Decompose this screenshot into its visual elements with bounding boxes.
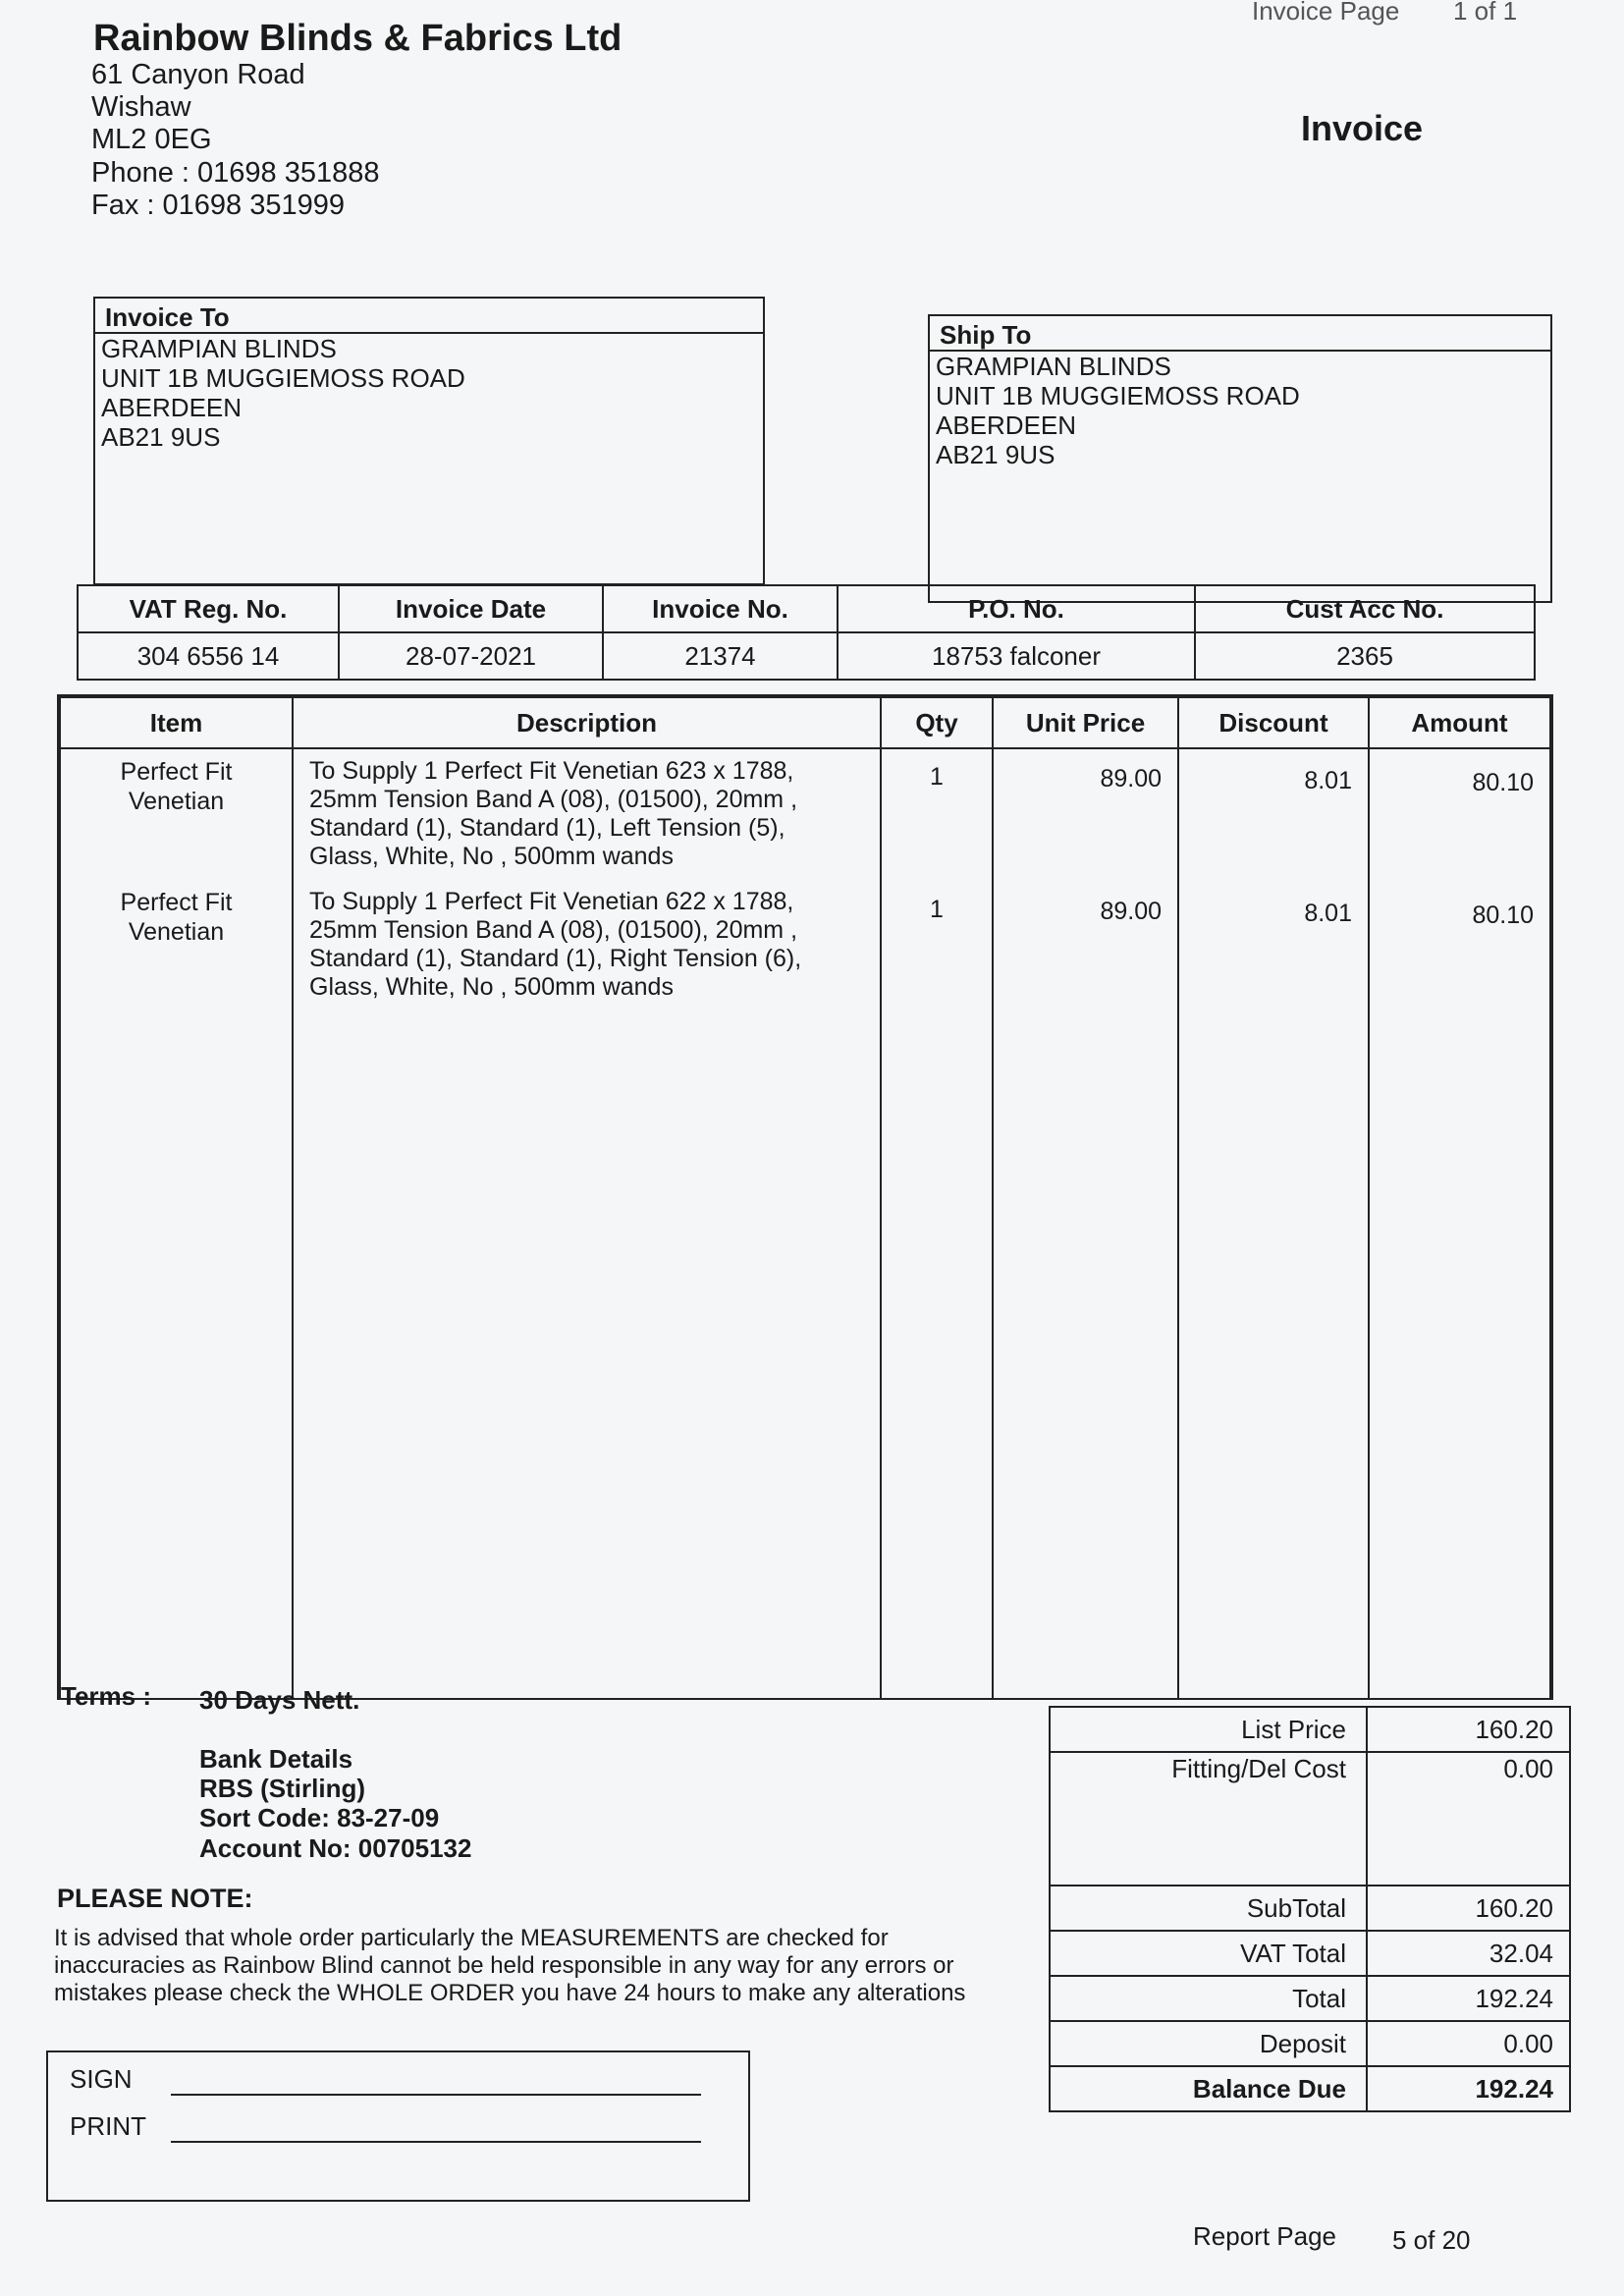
- invoice-to-line: AB21 9US: [101, 422, 221, 452]
- fitting-label: Fitting/Del Cost: [1050, 1752, 1367, 1886]
- item-description: Standard (1), Standard (1), Right Tension (6),: [309, 945, 802, 972]
- po-no-header: P.O. No.: [838, 585, 1195, 632]
- bank-account-no: Account No: 00705132: [199, 1833, 472, 1863]
- cust-acc-header: Cust Acc No.: [1195, 585, 1535, 632]
- invoice-info-table: [77, 584, 1536, 681]
- item-description: Standard (1), Standard (1), Left Tension (5),: [309, 814, 785, 842]
- item-description: To Supply 1 Perfect Fit Venetian 622 x 1788,: [309, 888, 794, 915]
- please-note-heading: PLEASE NOTE:: [57, 1884, 253, 1913]
- item-discount: 8.01: [1178, 748, 1369, 884]
- item-header: Item: [60, 697, 293, 748]
- invoice-no-value: 21374: [603, 632, 838, 680]
- vat-reg-header: VAT Reg. No.: [78, 585, 339, 632]
- ship-to-line: GRAMPIAN BLINDS: [936, 352, 1171, 381]
- invoice-to-box: [93, 297, 765, 585]
- sign-line[interactable]: [171, 2094, 701, 2096]
- vat-reg-value: 304 6556 14: [78, 632, 339, 680]
- bank-sort-code: Sort Code: 83-27-09: [199, 1803, 440, 1832]
- bank-details-heading: Bank Details: [199, 1744, 353, 1774]
- balance-due-label: Balance Due: [1050, 2066, 1367, 2111]
- item-amount: 80.10: [1369, 884, 1550, 1014]
- invoice-title: Invoice: [1301, 108, 1424, 148]
- item-description: To Supply 1 Perfect Fit Venetian 623 x 1788,: [309, 757, 794, 785]
- description-header: Description: [293, 697, 881, 748]
- item-description: 25mm Tension Band A (08), (01500), 20mm ,: [309, 916, 798, 944]
- balance-due-value: 192.24: [1367, 2066, 1570, 2111]
- total-value: 192.24: [1367, 1976, 1570, 2021]
- qty-header: Qty: [881, 697, 993, 748]
- fitting-value: 0.00: [1367, 1752, 1570, 1886]
- total-label: Total: [1050, 1976, 1367, 2021]
- company-address-street: 61 Canyon Road: [91, 59, 305, 90]
- item-amount: 80.10: [1369, 748, 1550, 884]
- item-unit-price: 89.00: [993, 884, 1178, 1014]
- unit-price-header: Unit Price: [993, 697, 1178, 748]
- ship-to-line: ABERDEEN: [936, 410, 1077, 440]
- amount-header: Amount: [1369, 697, 1550, 748]
- company-address-postcode: ML2 0EG: [91, 124, 212, 155]
- please-note-text: It is advised that whole order particularly the MEASUREMENTS are checked for inaccuracies as Rainbow Blind cannot be held responsible in any way for any errors or mistakes please check the WHOLE ORDER you have 24 hours to make any alterations: [54, 1925, 966, 2006]
- deposit-label: Deposit: [1050, 2021, 1367, 2066]
- bank-name: RBS (Stirling): [199, 1774, 365, 1803]
- item-qty: 1: [881, 748, 993, 884]
- report-page-value: 5 of 20: [1392, 2225, 1471, 2255]
- sign-label: SIGN: [70, 2064, 133, 2094]
- ship-to-line: AB21 9US: [936, 440, 1056, 469]
- item-description: Glass, White, No , 500mm wands: [309, 973, 674, 1001]
- totals-table: [1049, 1706, 1571, 2112]
- company-name: Rainbow Blinds & Fabrics Ltd: [93, 18, 623, 59]
- company-fax: Fax : 01698 351999: [91, 190, 345, 221]
- item-name: Venetian: [128, 918, 225, 946]
- item-description: Glass, White, No , 500mm wands: [309, 843, 674, 870]
- report-page-label: Report Page: [1193, 2221, 1336, 2251]
- deposit-value: 0.00: [1367, 2021, 1570, 2066]
- invoice-to-label: Invoice To: [95, 299, 763, 334]
- print-line[interactable]: [171, 2141, 701, 2143]
- subtotal-label: SubTotal: [1050, 1886, 1367, 1931]
- table-row: [60, 748, 1550, 884]
- terms-value: 30 Days Nett.: [199, 1685, 360, 1715]
- invoice-date-header: Invoice Date: [339, 585, 603, 632]
- vat-total-value: 32.04: [1367, 1931, 1570, 1976]
- discount-header: Discount: [1178, 697, 1369, 748]
- cust-acc-value: 2365: [1195, 632, 1535, 680]
- company-phone: Phone : 01698 351888: [91, 157, 380, 189]
- item-qty: 1: [881, 884, 993, 1014]
- print-label: PRINT: [70, 2111, 146, 2141]
- terms-label: Terms :: [61, 1681, 151, 1711]
- invoice-page-value: 1 of 1: [1453, 0, 1518, 26]
- item-name: Perfect Fit: [120, 889, 233, 916]
- invoice-no-header: Invoice No.: [603, 585, 838, 632]
- ship-to-box: [928, 314, 1552, 603]
- company-address-town: Wishaw: [91, 91, 191, 123]
- vat-total-label: VAT Total: [1050, 1931, 1367, 1976]
- invoice-to-line: UNIT 1B MUGGIEMOSS ROAD: [101, 363, 465, 393]
- item-unit-price: 89.00: [993, 748, 1178, 884]
- invoice-to-line: GRAMPIAN BLINDS: [101, 334, 337, 363]
- invoice-to-line: ABERDEEN: [101, 393, 243, 422]
- po-no-value: 18753 falconer: [838, 632, 1195, 680]
- ship-to-line: UNIT 1B MUGGIEMOSS ROAD: [936, 381, 1300, 410]
- item-name: Venetian: [128, 788, 225, 815]
- subtotal-value: 160.20: [1367, 1886, 1570, 1931]
- list-price-value: 160.20: [1367, 1707, 1570, 1752]
- invoice-date-value: 28-07-2021: [339, 632, 603, 680]
- list-price-label: List Price: [1050, 1707, 1367, 1752]
- sign-box: [46, 2050, 750, 2202]
- table-row: [60, 884, 1550, 1014]
- item-name: Perfect Fit: [120, 758, 233, 786]
- item-discount: 8.01: [1178, 884, 1369, 1014]
- ship-to-label: Ship To: [930, 316, 1550, 352]
- item-description: 25mm Tension Band A (08), (01500), 20mm ,: [309, 786, 798, 813]
- items-table: [57, 694, 1553, 1700]
- invoice-page-label: Invoice Page: [1252, 0, 1400, 26]
